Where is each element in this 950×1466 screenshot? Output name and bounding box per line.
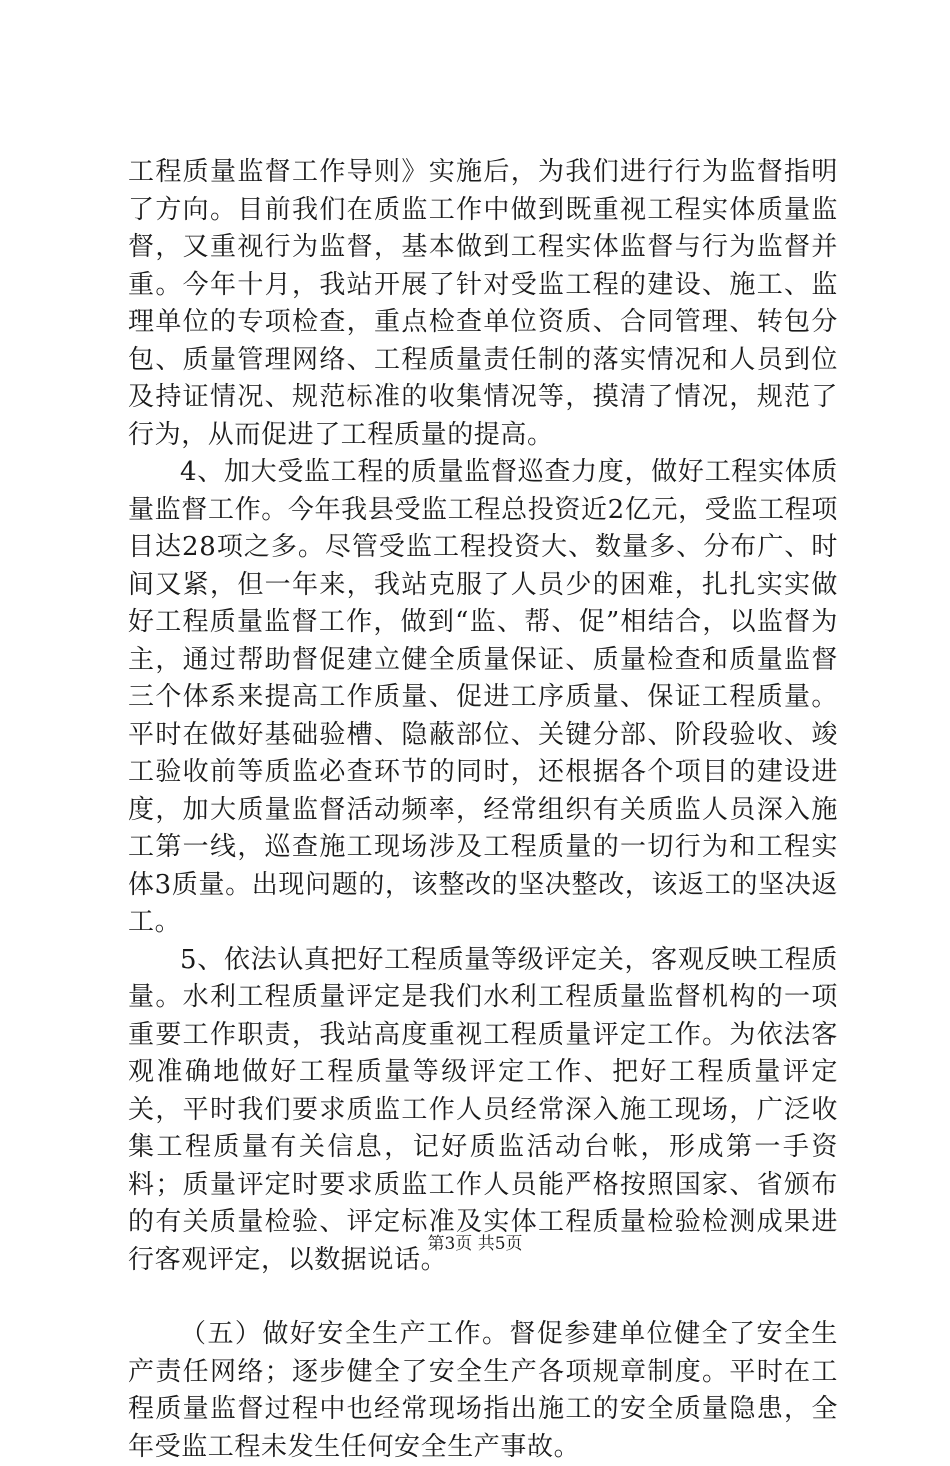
paragraph-item-4-inspection: 4、加大受监工程的质量监督巡查力度，做好工程实体质量监督工作。今年我县受监工程总投资近2亿元，受监工程项目达28项之多。尽管受监工程投资大、数量多、分布广、时间又紧，但一年来，我站克服了人员少的困难，扎扎实实做好工程质量监督工作，做到“监、帮、促”相结合，以监督为主，通过帮助督促建立健全质量保证、质量检查和质量监督三个体系来提高工作质量、促进工序质量、保证工程质量。平时在做好基础验槽、隐蔽部位、关键分部、阶段验收、竣工验收前等质监必查环节的同时，还根据各个项目的建设进度，加大质量监督活动频率，经常组织有关质监人员深入施工第一线，巡查施工现场涉及工程质量的一切行为和工程实体3质量。出现问题的，该整改的坚决整改，该返工的坚决返工。 <box>128 457 838 937</box>
paragraph-section-5-safety: （五）做好安全生产工作。督促参建单位健全了安全生产责任网络；逐步健全了安全生产各项规章制度。平时在工程质量监督过程中也经常现场指出施工的安全质量隐患，全年受监工程未发生任何安全生产事故。 <box>128 1319 838 1462</box>
document-body <box>128 154 838 1466</box>
paragraph-quality-guideline: 工程质量监督工作导则》实施后，为我们进行行为监督指明了方向。目前我们在质监工作中做到既重视工程实体质量监督，又重视行为监督，基本做到工程实体监督与行为监督并重。今年十月，我站开展了针对受监工程的建设、施工、监理单位的专项检查，重点检查单位资质、合同管理、转包分包、质量管理网络、工程质量责任制的落实情况和人员到位及持证情况、规范标准的收集情况等，摸清了情况，规范了行为，从而促进了工程质量的提高。 <box>128 157 838 450</box>
paragraph-gap <box>128 1279 838 1316</box>
page-number-footer: 第3页 共5页 <box>427 1234 523 1254</box>
paragraph-item-5-evaluation: 5、依法认真把好工程质量等级评定关，客观反映工程质量。水利工程质量评定是我们水利工程质量监督机构的一项重要工作职责，我站高度重视工程质量评定工作。为依法客观准确地做好工程质量等级评定工作、把好工程质量评定关，平时我们要求质监工作人员经常深入施工现场，广泛收集工程质量有关信息，记好质监活动台帐，形成第一手资料；质量评定时要求质监工作人员能严格按照国家、省颁布的有关质量检验、评定标准及实体工程质量检验检测成果进行客观评定，以数据说话。 <box>128 944 838 1275</box>
